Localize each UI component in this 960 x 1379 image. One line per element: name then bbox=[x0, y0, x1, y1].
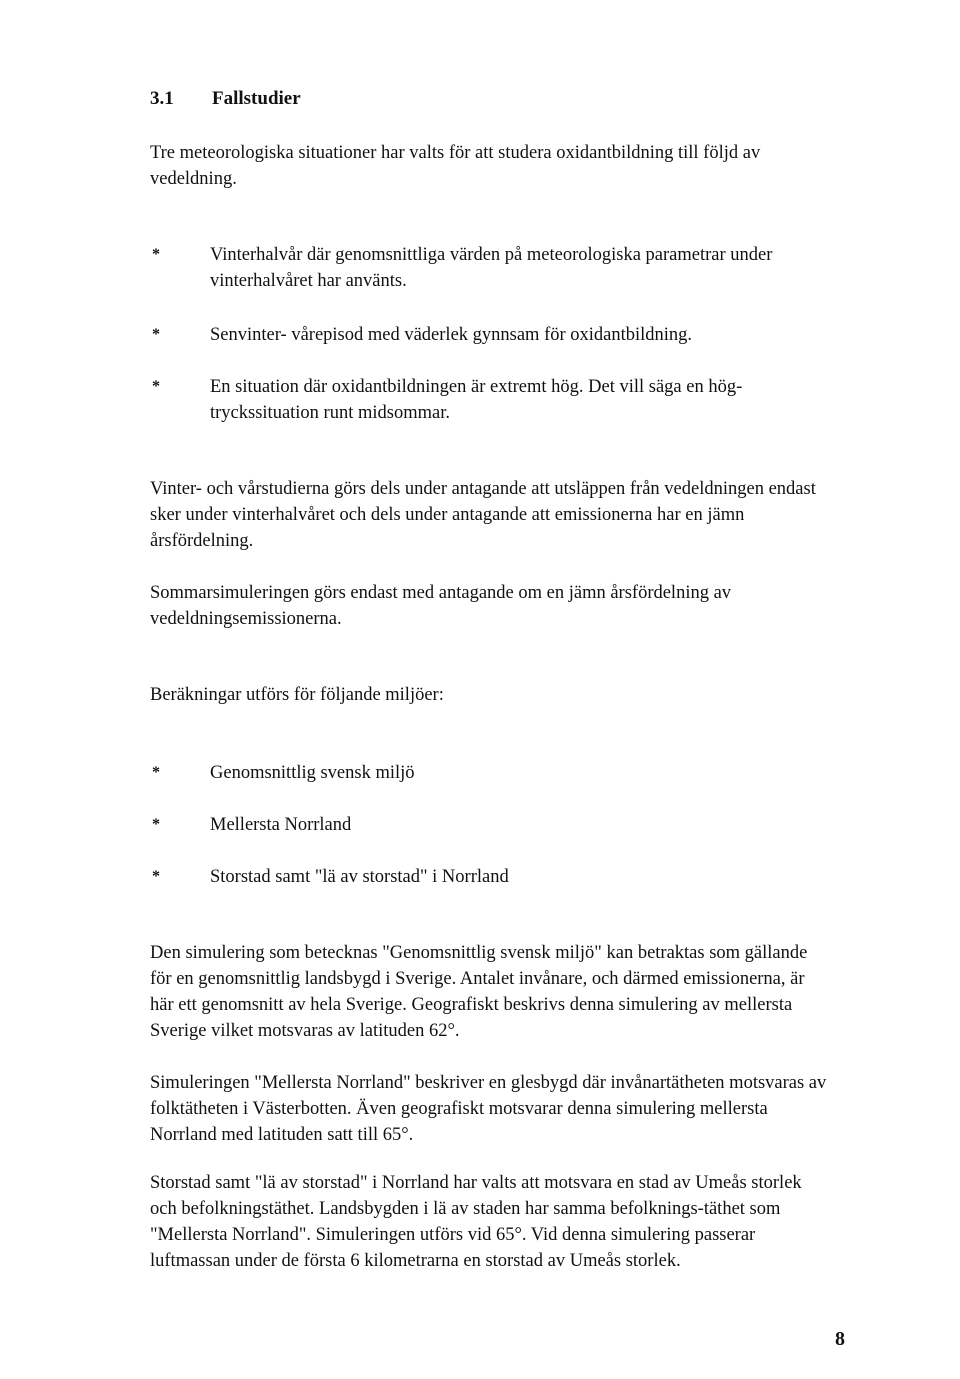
intro-paragraph: Tre meteorologiska situationer har valts för att studera oxidantbildning till följd av vedeldning. bbox=[150, 143, 761, 189]
bullet-icon: * bbox=[152, 378, 160, 395]
city-paragraph: Storstad samt "lä av storstad" i Norrland har valts att motsvara en stad av Umeås storlek och befolkningstäthet. Landsbygden i lä av staden har samma befolknings-täthet som "Mellersta Norrland". Simuleringen utförs vid 65°. Vid denna simulering passerar luftmassan under de första 6 kilometrarna en storstad av Umeås storlek. bbox=[150, 1173, 802, 1271]
average-environment-paragraph: Den simulering som betecknas "Genomsnittlig svensk miljö" kan betraktas som gällande för en genomsnittlig landsbygd i Sverige. Antalet invånare, och därmed emissionerna, är här ett genomsnitt av hela Sverige. Geografiskt beskrivs denna simulering av mellersta Sverige vilket motsvaras av latituden 62°. bbox=[150, 943, 808, 1041]
environments-intro: Beräkningar utförs för följande miljöer: bbox=[150, 685, 444, 705]
environment-text: Storstad samt "lä av storstad" i Norrland bbox=[210, 867, 509, 887]
section-number: 3.1 bbox=[150, 88, 174, 109]
section-heading bbox=[150, 88, 301, 110]
norrland-paragraph: Simuleringen "Mellersta Norrland" beskriver en glesbygd där invånartätheten motsvaras av folktätheten i Västerbotten. Även geografiskt motsvarar denna simulering mellersta Norrland med latituden satt till 65°. bbox=[150, 1073, 827, 1145]
bullet-icon: * bbox=[152, 816, 160, 833]
winter-spring-paragraph: Vinter- och vårstudierna görs dels under antagande att utsläppen från vedeldningen endast sker under vinterhalvåret och dels under antagande att emissionerna har en jämn årsfördelning. bbox=[150, 479, 816, 551]
bullet-icon: * bbox=[152, 764, 160, 781]
situation-text: En situation där oxidantbildningen är extremt hög. Det vill säga en hög-tryckssituation runt midsommar. bbox=[210, 377, 743, 423]
situation-text: Vinterhalvår där genomsnittliga värden på meteorologiska parametrar under vinterhalvåret har använts. bbox=[210, 245, 773, 291]
environment-text: Mellersta Norrland bbox=[210, 815, 352, 835]
bullet-icon: * bbox=[152, 326, 160, 343]
bullet-icon: * bbox=[152, 246, 160, 263]
bullet-icon: * bbox=[152, 868, 160, 885]
situation-text: Senvinter- vårepisod med väderlek gynnsam för oxidantbildning. bbox=[210, 325, 693, 345]
page-number: 8 bbox=[835, 1328, 845, 1350]
environment-text: Genomsnittlig svensk miljö bbox=[210, 763, 415, 783]
summer-paragraph: Sommarsimuleringen görs endast med antagande om en jämn årsfördelning av vedeldningsemissionerna. bbox=[150, 583, 732, 629]
section-title: Fallstudier bbox=[212, 88, 301, 109]
